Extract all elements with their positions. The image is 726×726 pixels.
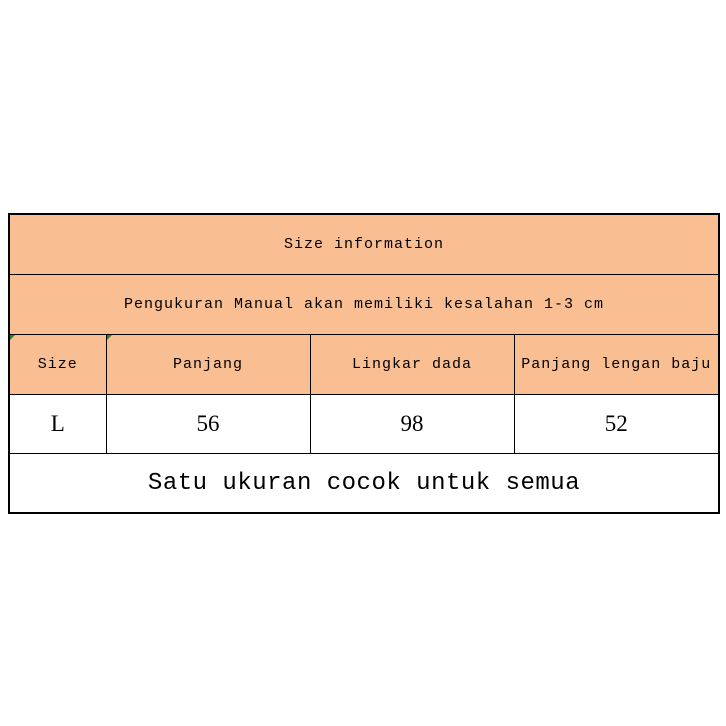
header-size: Size — [9, 335, 106, 395]
note-row — [9, 275, 719, 335]
header-row — [9, 335, 719, 395]
table-title: Size information — [9, 214, 719, 275]
header-panjang: Panjang — [106, 335, 310, 395]
title-row — [9, 214, 719, 275]
table-row — [9, 395, 719, 454]
cell-size: L — [9, 395, 106, 454]
one-size-note: Satu ukuran cocok untuk semua — [9, 454, 719, 514]
header-lingkar-dada: Lingkar dada — [310, 335, 514, 395]
cell-lingkar-dada: 98 — [310, 395, 514, 454]
footer-row — [9, 454, 719, 514]
cell-panjang-lengan-baju: 52 — [514, 395, 719, 454]
cell-panjang: 56 — [106, 395, 310, 454]
header-panjang-lengan-baju: Panjang lengan baju — [514, 335, 719, 395]
size-chart-table — [8, 213, 720, 514]
measurement-note: Pengukuran Manual akan memiliki kesalahan 1-3 cm — [9, 275, 719, 335]
